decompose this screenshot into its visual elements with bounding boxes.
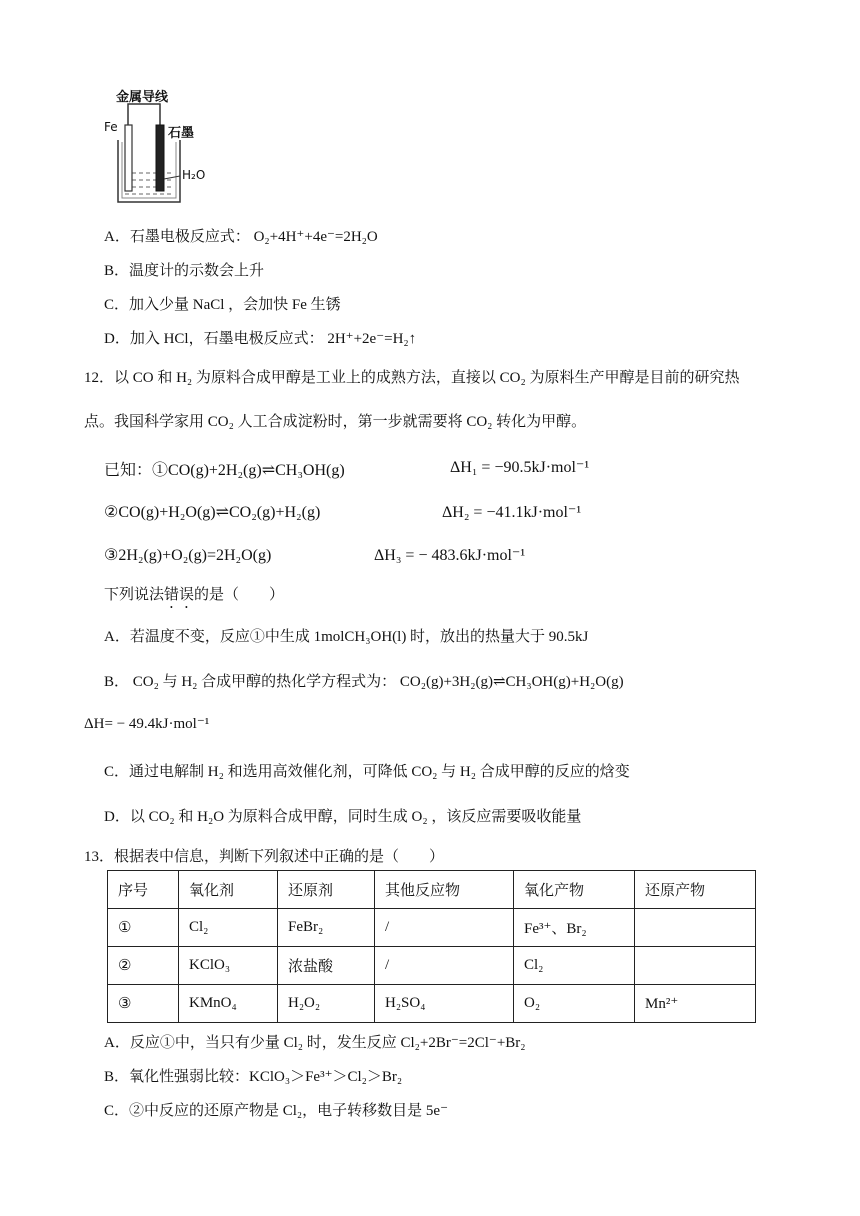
delta-h2: ΔH₂ = −41.1kJ·mol⁻¹: [442, 504, 582, 521]
table-cell: H₂SO₄: [375, 985, 514, 1023]
wire-label: 金属导线: [116, 90, 169, 105]
header-cell: 还原剂: [278, 871, 375, 909]
q13-stem: 13．根据表中信息，判断下列叙述中正确的是（ ）: [84, 849, 445, 865]
question-pre: 下列说法: [104, 587, 165, 603]
fe-electrode: [125, 125, 132, 191]
water-label: H₂O: [182, 168, 206, 182]
table-cell: ①: [108, 909, 179, 947]
table-cell: [635, 947, 756, 985]
table-cell: ③: [108, 985, 179, 1023]
table-cell: 浓盐酸: [278, 947, 375, 985]
table-cell: Cl₂: [514, 947, 635, 985]
table-cell: KClO₃: [179, 947, 278, 985]
known-prefix: 已知：: [104, 462, 153, 479]
q13-option-c: C．②中反应的还原产物是 Cl₂，电子转移数目是 5e⁻: [104, 1103, 448, 1119]
header-cell: 其他反应物: [375, 871, 514, 909]
table-cell: H₂O₂: [278, 985, 375, 1023]
equation-3: ③2H₂(g)+O₂(g)=2H₂O(g): [104, 547, 272, 564]
equation-2: ②CO(g)+H₂O(g)⇌CO₂(g)+H₂(g): [104, 504, 321, 521]
q13-option-b: B．氧化性强弱比较：KClO₃＞Fe³⁺＞Cl₂＞Br₂: [104, 1069, 403, 1085]
header-cell: 氧化剂: [179, 871, 278, 909]
table-cell: KMnO₄: [179, 985, 278, 1023]
q12-option-c: C．通过电解制 H₂ 和选用高效催化剂，可降低 CO₂ 与 H₂ 合成甲醇的反应的焓变: [104, 764, 630, 780]
electrochemistry-figure: [100, 80, 240, 210]
graphite-electrode: [156, 125, 164, 191]
header-cell: 还原产物: [635, 871, 756, 909]
table-cell: /: [375, 909, 514, 947]
table-row: [108, 985, 756, 1023]
table-cell: Cl₂: [179, 909, 278, 947]
table-header-row: [108, 871, 756, 909]
q12-option-b: B． CO₂ 与 H₂ 合成甲醇的热化学方程式为： CO₂(g)+3H₂(g)⇌CH₃OH(g)+H₂O(g): [104, 674, 624, 690]
q12-option-d: D．以 CO₂ 和 H₂O 为原料合成甲醇，同时生成 O₂ ，该反应需要吸收能量: [104, 809, 582, 825]
q12-option-a: A．若温度不变，反应①中生成 1molCH₃OH(l) 时，放出的热量大于 90.5kJ: [104, 629, 589, 645]
header-cell: 氧化产物: [514, 871, 635, 909]
q11-option-c: C．加入少量 NaCl ，会加快 Fe 生锈: [104, 297, 341, 313]
q11-option-a: A．石墨电极反应式： O₂+4H⁺+4e⁻=2H₂O: [104, 229, 378, 245]
table-cell: [635, 909, 756, 947]
table-cell: Fe³⁺、Br₂: [514, 909, 635, 947]
question-post: 的是（ ）: [194, 587, 285, 603]
q11-option-d: D．加入 HCl，石墨电极反应式： 2H⁺+2e⁻=H₂↑: [104, 331, 417, 347]
table-cell: FeBr₂: [278, 909, 375, 947]
table-cell: /: [375, 947, 514, 985]
table-row: [108, 909, 756, 947]
graphite-label: 石墨: [168, 126, 195, 141]
fe-label: Fe: [104, 120, 118, 134]
q12-known-eq1: [104, 457, 345, 480]
q11-option-b: B．温度计的示数会上升: [104, 263, 265, 279]
delta-h3: ΔH₃ = − 483.6kJ·mol⁻¹: [374, 547, 526, 564]
delta-h1: ΔH₁ = −90.5kJ·mol⁻¹: [450, 459, 590, 476]
table-cell: O₂: [514, 985, 635, 1023]
q12-question: [104, 583, 284, 612]
q13-option-a: A．反应①中，当只有少量 Cl₂ 时，发生反应 Cl₂+2Br⁻=2Cl⁻+Br₂: [104, 1035, 526, 1051]
table-cell: ②: [108, 947, 179, 985]
table-row: [108, 947, 756, 985]
reaction-table: [107, 870, 756, 1023]
question-emphasis: 错误: [164, 587, 195, 603]
q12-option-b-continued: ΔH= − 49.4kJ·mol⁻¹: [84, 716, 210, 732]
q12-stem-line1: 12．以 CO 和 H₂ 为原料合成甲醇是工业上的成熟方法，直接以 CO₂ 为原料生产甲醇是目前的研究热: [84, 370, 740, 386]
table-cell: Mn²⁺: [635, 985, 756, 1023]
q12-stem-line2: 点。我国科学家用 CO₂ 人工合成淀粉时，第一步就需要将 CO₂ 转化为甲醇。: [84, 414, 587, 430]
header-cell: 序号: [108, 871, 179, 909]
equation-1: ①CO(g)+2H₂(g)⇌CH₃OH(g): [152, 462, 345, 479]
